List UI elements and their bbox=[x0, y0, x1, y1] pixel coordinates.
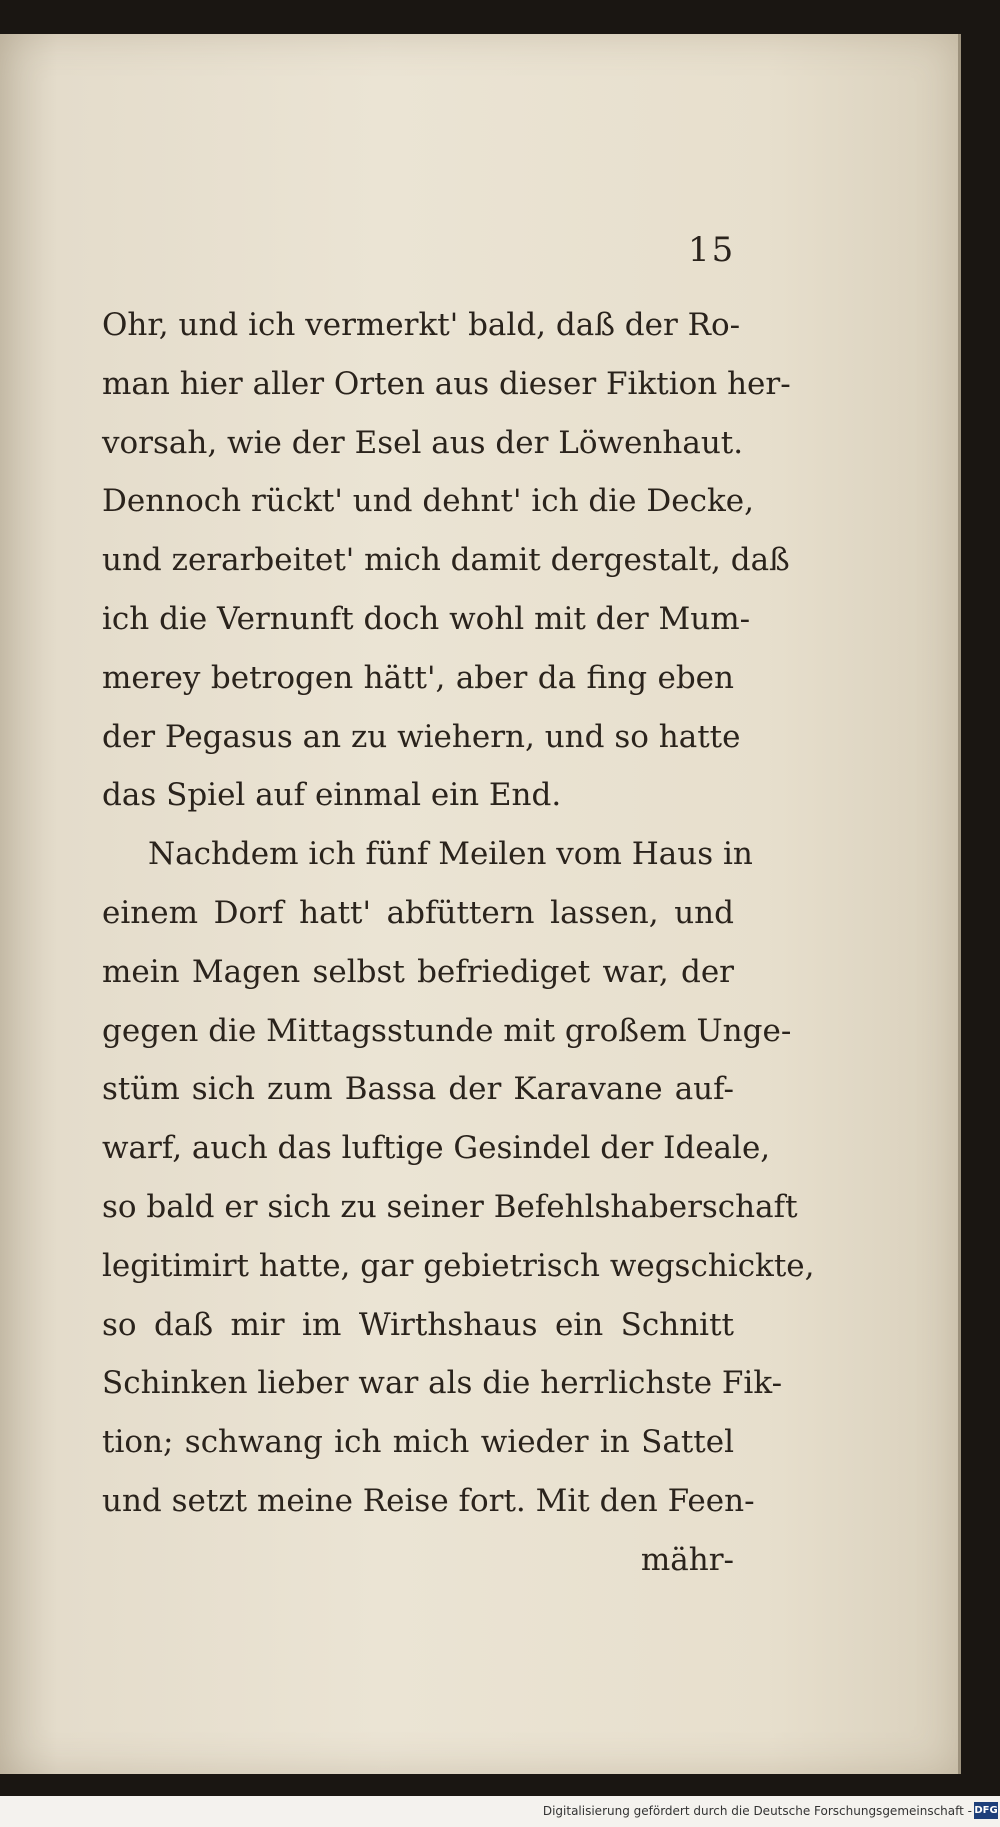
dfg-logo: DFG bbox=[974, 1802, 998, 1819]
text-line: einem Dorf hatt' abfüttern lassen, und bbox=[102, 894, 734, 931]
funding-credit: Digitalisierung gefördert durch die Deutsche Forschungsgemeinschaft - bbox=[542, 1804, 972, 1818]
paragraph-start-line: Nachdem ich fünf Meilen vom Haus in bbox=[148, 836, 753, 873]
text-line: stüm sich zum Bassa der Karavane auf- bbox=[102, 1071, 734, 1108]
catchword: mähr- bbox=[640, 1541, 734, 1578]
text-line: Ohr, und ich vermerkt' bald, daß der Ro- bbox=[102, 307, 741, 343]
page-number: 15 bbox=[688, 230, 736, 270]
text-line: Schinken lieber war als die herrlichste Fik- bbox=[102, 1365, 783, 1402]
text-line: warf, auch das luftige Gesindel der Ideale, bbox=[102, 1130, 771, 1167]
text-line: man hier aller Orten aus dieser Fiktion her- bbox=[102, 365, 791, 402]
text-line: legitimirt hatte, gar gebietrisch wegschickte, bbox=[102, 1247, 815, 1284]
body-text bbox=[102, 296, 815, 1590]
text-line: mein Magen selbst befriediget war, der bbox=[102, 953, 734, 990]
text-line: so bald er sich zu seiner Befehlshaberschaft bbox=[102, 1188, 798, 1225]
text-line: gegen die Mittagsstunde mit großem Unge- bbox=[102, 1012, 792, 1049]
text-line: merey betrogen hätt', aber da fing eben bbox=[102, 659, 734, 696]
text-line: der Pegasus an zu wiehern, und so hatte bbox=[102, 718, 741, 755]
text-line: so daß mir im Wirthshaus ein Schnitt bbox=[102, 1306, 734, 1343]
text-line: Dennoch rückt' und dehnt' ich die Decke, bbox=[102, 483, 754, 520]
text-line: und zerarbeitet' mich damit dergestalt, daß bbox=[102, 542, 790, 579]
text-line: das Spiel auf einmal ein End. bbox=[102, 777, 562, 814]
text-line: ich die Vernunft doch wohl mit der Mum- bbox=[102, 600, 751, 637]
text-line: und setzt meine Reise fort. Mit den Feen- bbox=[102, 1482, 755, 1519]
digitization-footer bbox=[0, 1796, 1000, 1827]
book-page bbox=[0, 34, 961, 1774]
text-line: vorsah, wie der Esel aus der Löwenhaut. bbox=[102, 424, 744, 461]
text-line: tion; schwang ich mich wieder in Sattel bbox=[102, 1424, 734, 1461]
